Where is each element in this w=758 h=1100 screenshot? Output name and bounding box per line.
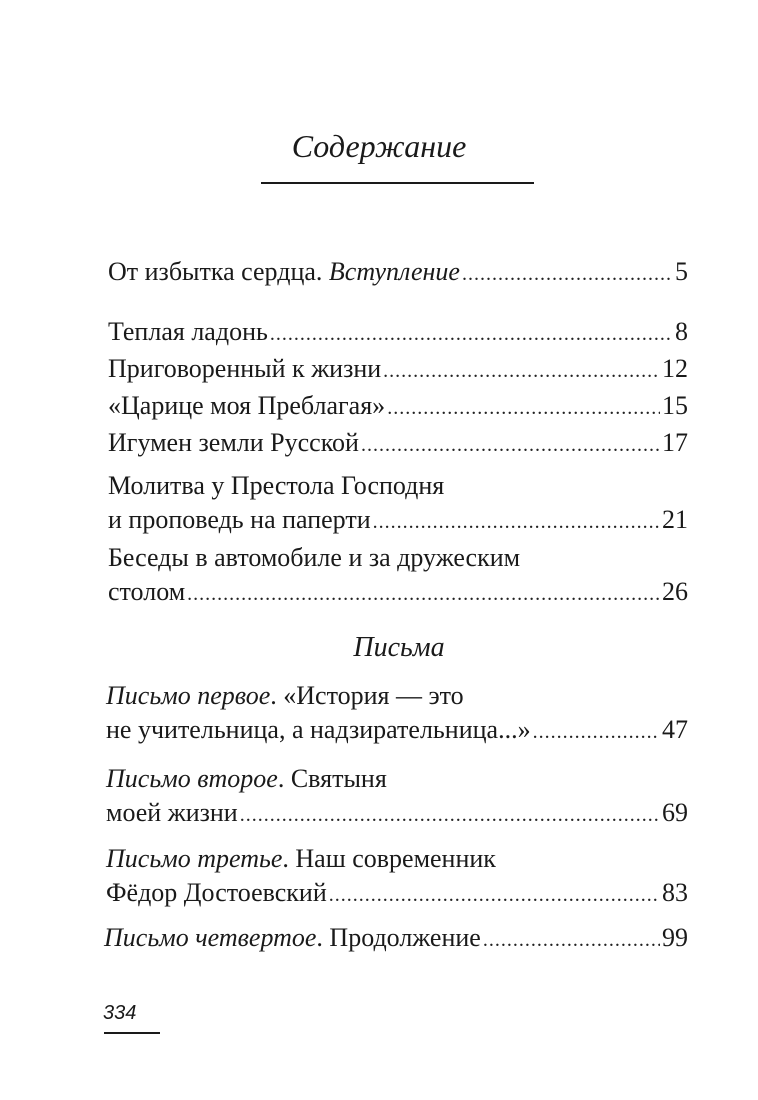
entry-title: . Продолжение [316,923,481,952]
dot-leader [533,716,660,748]
dot-leader [387,392,660,424]
dot-leader [187,578,660,610]
dot-leader [462,258,673,290]
letter-label: Письмо четвертое [104,923,317,952]
entry-title: От избытка сердца. [108,257,329,286]
toc-entry[interactable] [106,680,688,748]
page-number: 17 [662,428,688,457]
toc-entry[interactable] [106,763,688,831]
toc-entry[interactable] [106,843,688,911]
entry-title-line2: столом [108,577,186,606]
page-number: 69 [662,798,688,827]
entry-title: Приговоренный к жизни [108,354,382,383]
entry-title-line2: не учительница, а надзирательница...» [106,715,531,744]
entry-title-line2: и проповедь на паперти [108,505,371,534]
page-number: 47 [662,715,688,744]
page-number: 5 [675,257,688,286]
entry-title: Игумен земли Русской [108,428,359,457]
entry-subtitle: Вступление [328,257,460,286]
dot-leader [329,879,660,911]
entry-title-line1: Беседы в автомобиле и за дружеским [108,543,521,572]
toc-entry[interactable] [108,470,688,538]
dot-leader [361,429,660,461]
toc-entry[interactable] [104,922,688,956]
page-number: 15 [662,391,688,420]
toc-entry[interactable] [108,256,688,290]
page-number: 83 [662,878,688,907]
letter-label: Письмо первое [106,681,271,710]
page-number: 21 [662,505,688,534]
entry-title-line1: . «История — это [270,681,464,710]
letter-label: Письмо второе [106,764,278,793]
dot-leader [383,355,660,387]
toc-entry[interactable] [108,390,688,424]
entry-title-line1: . Наш современник [282,844,496,873]
section-title: Письма [353,632,445,663]
entry-title: «Царице моя Преблагая» [108,391,386,420]
entry-title-line1: Молитва у Престола Господня [108,471,445,500]
toc-entry[interactable] [108,542,688,610]
title-divider [261,182,534,184]
entry-title: Теплая ладонь [108,317,268,346]
dot-leader [373,506,660,538]
page-number: 8 [675,317,688,346]
page-number: 99 [662,923,688,952]
toc-entry[interactable] [108,427,688,461]
folio-divider [104,1032,160,1034]
dot-leader [270,318,673,350]
dot-leader [483,924,660,956]
letter-label: Письмо третье [106,844,283,873]
page-number-footer: 334 [103,1002,137,1024]
entry-title-line2: моей жизни [106,798,238,827]
toc-entry[interactable] [108,353,688,387]
toc-entry[interactable] [108,316,688,350]
page-number: 12 [662,354,688,383]
entry-title-line2: Фёдор Достоевский [106,878,327,907]
dot-leader [240,799,660,831]
entry-title-line1: . Святыня [277,764,387,793]
page-number: 26 [662,577,688,606]
page-title: Содержание [291,128,467,164]
